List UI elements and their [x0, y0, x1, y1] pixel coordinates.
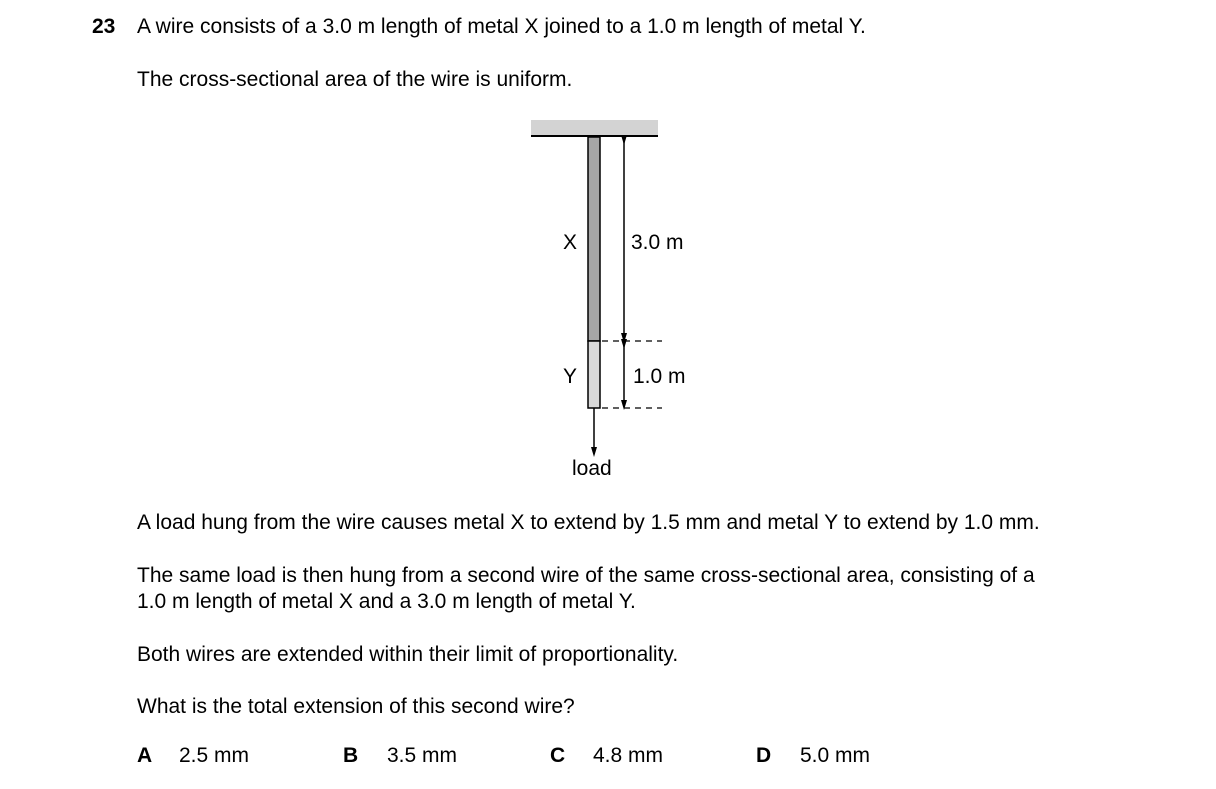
option-a-letter: A: [137, 744, 153, 767]
option-a-text: 2.5 mm: [179, 744, 250, 767]
question-number: 23: [92, 15, 116, 38]
question-line-4b: 1.0 m length of metal X and a 3.0 m length of metal Y.: [137, 590, 636, 613]
load-label: load: [572, 457, 612, 480]
label-x: X: [563, 231, 578, 254]
question-line-2: The cross-sectional area of the wire is uniform.: [137, 68, 573, 91]
metal-x-segment: [588, 137, 600, 341]
ceiling-support: [531, 120, 658, 136]
option-d-text: 5.0 mm: [800, 744, 871, 767]
question-line-3: A load hung from the wire causes metal X to extend by 1.5 mm and metal Y to extend by 1.0 mm.: [137, 511, 1040, 534]
metal-y-segment: [588, 341, 600, 408]
question-line-4a: The same load is then hung from a second wire of the same cross-sectional area, consisting of a: [137, 564, 1035, 587]
option-b-text: 3.5 mm: [387, 744, 458, 767]
question-line-5: Both wires are extended within their limit of proportionality.: [137, 643, 679, 666]
length-y-label: 1.0 m: [633, 365, 686, 388]
option-b-letter: B: [343, 744, 359, 767]
label-y: Y: [563, 365, 578, 388]
option-c-letter: C: [550, 744, 566, 767]
question-line-1: A wire consists of a 3.0 m length of metal X joined to a 1.0 m length of metal Y.: [137, 15, 866, 38]
option-c-text: 4.8 mm: [593, 744, 664, 767]
question-prompt: What is the total extension of this second wire?: [137, 695, 575, 718]
option-d-letter: D: [756, 744, 772, 767]
length-x-label: 3.0 m: [631, 231, 684, 254]
